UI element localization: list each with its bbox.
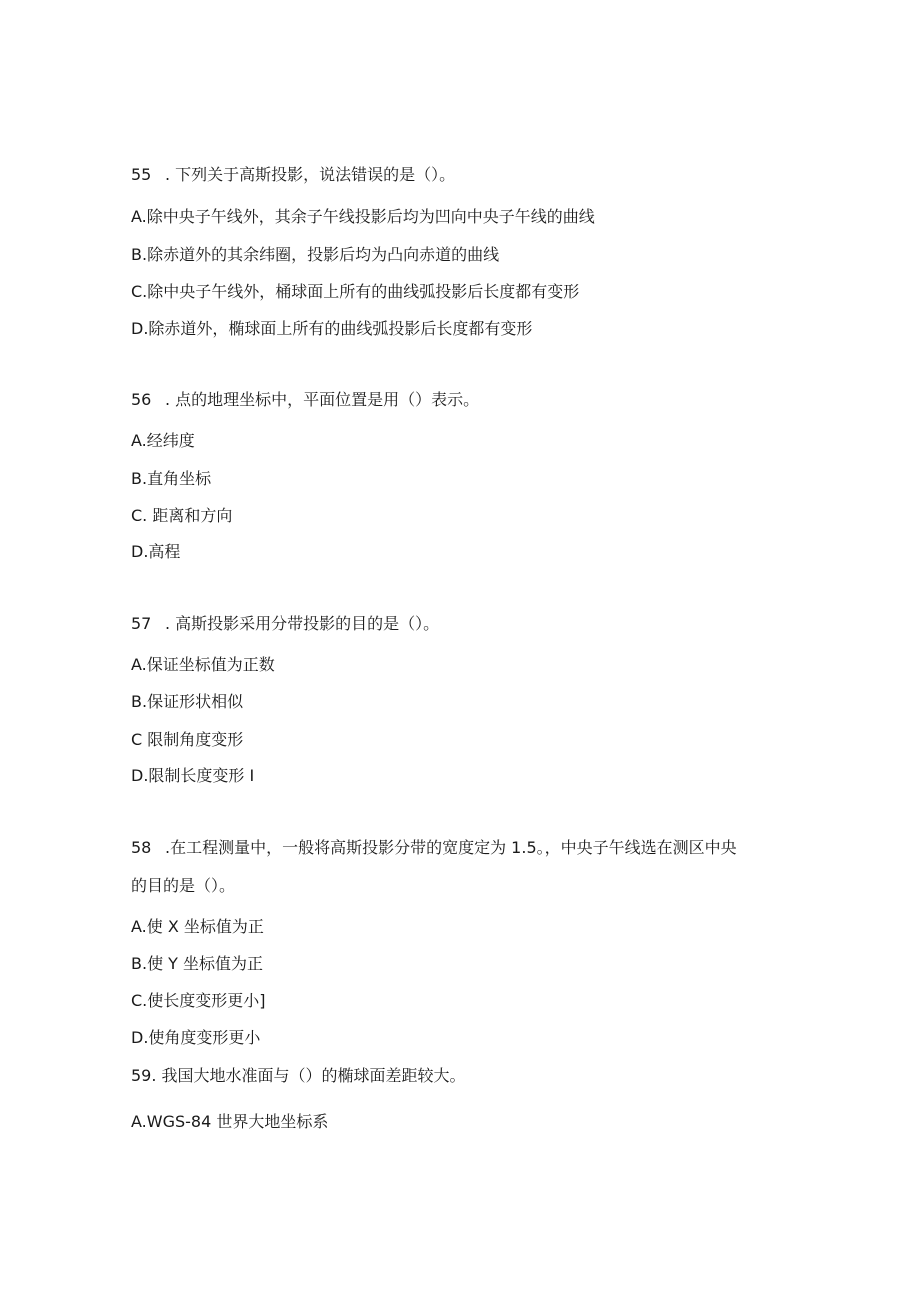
option-58-d: D.使角度变形更小 [131, 1028, 261, 1047]
question-text: . 高斯投影采用分带投影的目的是（）。 [165, 614, 440, 633]
question-number: 58 [131, 838, 152, 857]
option-57-d: D.限制长度变形 I [131, 766, 255, 785]
option-57-c: C 限制角度变形 [131, 730, 244, 749]
question-number: 55 [131, 165, 152, 184]
option-55-b: B.除赤道外的其余纬圈，投影后均为凸向赤道的曲线 [131, 245, 500, 264]
option-57-a: A.保证坐标值为正数 [131, 655, 275, 674]
option-55-d: D.除赤道外，椭球面上所有的曲线弧投影后长度都有变形 [131, 319, 533, 338]
option-59-a: A.WGS-84 世界大地坐标系 [131, 1112, 329, 1131]
question-text: .在工程测量中，一般将高斯投影分带的宽度定为 1.5。，中央子午线选在测区中央 [165, 838, 737, 857]
option-56-c: C. 距离和方向 [131, 506, 233, 525]
question-58-stem-continued: 的目的是（）。 [131, 876, 236, 895]
option-56-b: B.直角坐标 [131, 469, 212, 488]
question-59-stem [131, 1066, 466, 1086]
question-number: 59. [131, 1066, 157, 1085]
question-number: 56 [131, 390, 152, 409]
question-text: . 点的地理坐标中，平面位置是用（）表示。 [165, 390, 480, 409]
option-55-c: C.除中央子午线外，桶球面上所有的曲线弧投影后长度都有变形 [131, 282, 580, 301]
question-55-stem [131, 165, 455, 185]
question-number: 57 [131, 614, 152, 633]
option-58-b: B.使 Y 坐标值为正 [131, 954, 264, 973]
option-56-d: D.高程 [131, 542, 181, 561]
option-58-a: A.使 X 坐标值为正 [131, 917, 264, 936]
option-58-c: C.使长度变形更小] [131, 991, 266, 1010]
option-57-b: B.保证形状相似 [131, 692, 244, 711]
question-58-stem [131, 838, 737, 858]
question-56-stem [131, 390, 479, 410]
question-text: 我国大地水准面与（）的椭球面差距较大。 [156, 1066, 466, 1085]
option-56-a: A.经纬度 [131, 431, 195, 450]
question-text: . 下列关于高斯投影，说法错误的是（）。 [165, 165, 456, 184]
question-57-stem [131, 614, 439, 634]
option-55-a: A.除中央子午线外，其余子午线投影后均为凹向中央子午线的曲线 [131, 207, 595, 226]
